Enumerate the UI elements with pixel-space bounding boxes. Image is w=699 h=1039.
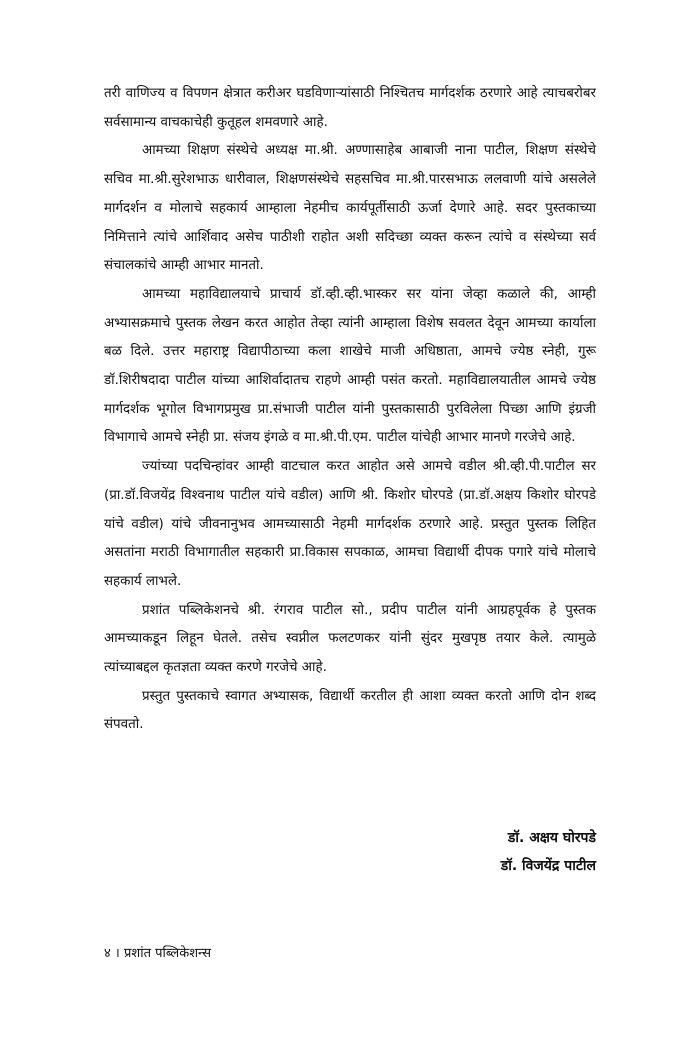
paragraph-closing: प्रस्तुत पुस्तकाचे स्वागत अभ्यासक, विद्यार्थी करतील ही आशा व्यक्त करतो आणि दोन शब्द संपवतो. bbox=[104, 688, 596, 733]
paragraph-college-thanks: आमच्या महाविद्यालयाचे प्राचार्य डॉ.व्ही.व्ही.भास्कर सर यांना जेव्हा कळाले की, आम्ही अभ्यासक्रमाचे पुस्तक लेखन करत आहोत तेव्हा त्यांनी आम्हाला विशेष सवलत देवून आमच्या कार्याला बळ दिले. उत्तर महाराष्ट्र विद्यापीठाच्या कला शाखेचे माजी अधिष्ठाता, आमचे ज्येष्ठ स्नेही, गुरू डॉ.शिरीषदादा पाटील यांच्या आशिर्वादातच राहणे आम्ही पसंत करतो. महाविद्यालयातील आमचे ज्येष्ठ मार्गदर्शक भूगोल विभागप्रमुख प्रा.संभाजी पाटील यांनी पुस्तकासाठी पुरविलेला पिच्छा आणि इंग्रजी विभागाचे आमचे स्नेही प्रा. संजय इंगळे व मा.श्री.पी.एम. पाटील यांचेही आभार मानणे गरजेचे आहे. bbox=[104, 286, 596, 446]
paragraph-continuation: तरी वाणिज्य व विपणन क्षेत्रात करीअर घडविणाऱ्यांसाठी निश्चितच मार्गदर्शक ठरणारे आहे त्याचबरोबर सर्वसामान्य वाचकाचेही कुतूहल शमवणारे आहे. bbox=[104, 86, 596, 130]
paragraph-publisher-thanks: प्रशांत पब्लिकेशनचे श्री. रंगराव पाटील सो., प्रदीप पाटील यांनी आग्रहपूर्वक हे पुस्तक आमच्याकडून लिहून घेतले. तसेच स्वप्नील फलटणकर यांनी सुंदर मुखपृष्ठ तयार केले. त्यामुळे त्यांच्याबद्दल कृतज्ञता व्यक्त करणे गरजेचे आहे. bbox=[104, 602, 596, 676]
publisher-name: प्रशांत पब्लिकेशन्स bbox=[123, 946, 212, 961]
body-text bbox=[104, 80, 596, 740]
signature-author-2: डॉ. विजयेंद्र पाटील bbox=[500, 858, 596, 874]
paragraph-institution-thanks: आमच्या शिक्षण संस्थेचे अध्यक्ष मा.श्री. अण्णासाहेब आबाजी नाना पाटील, शिक्षण संस्थेचे सचिव मा.श्री.सुरेशभाऊ धारीवाल, शिक्षणसंस्थेचे सहसचिव मा.श्री.पारसभाऊ ललवाणी यांचे असलेले मार्गदर्शन व मोलाचे सहकार्य आम्हाला नेहमीच कार्यपूर्तीसाठी ऊर्जा देणारे आहे. सदर पुस्तकाच्या निमित्ताने त्यांचे आर्शिवाद असेच पाठीशी राहोत अशी सदिच्छा व्यक्त करून त्यांचे व संस्थेच्या सर्व संचालकांचे आम्ही आभार मानतो. bbox=[104, 143, 596, 274]
paragraph-family-thanks: ज्यांच्या पदचिन्हांवर आम्ही वाटचाल करत आहोत असे आमचे वडील श्री.व्ही.पी.पाटील सर (प्रा.डॉ.विजयेंद्र विश्वनाथ पाटील यांचे वडील) आणि श्री. किशोर घोरपडे (प्रा.डॉ.अक्षय किशोर घोरपडे यांचे वडील) यांचे जीवनानुभव आमच्यासाठी नेहमी मार्गदर्शक ठरणारे आहे. प्रस्तुत पुस्तक लिहित असतांना मराठी विभागातील सहकारी प्रा.विकास सपकाळ, आमचा विद्यार्थी दीपक पगारे यांचे मोलाचे सहकार्य लाभले. bbox=[104, 459, 596, 589]
page-footer bbox=[104, 944, 211, 964]
signature-author-1: डॉ. अक्षय घोरपडे bbox=[507, 830, 596, 846]
page-number: ४ bbox=[104, 946, 111, 961]
signature-block bbox=[501, 824, 596, 880]
footer-separator: । bbox=[114, 946, 120, 961]
